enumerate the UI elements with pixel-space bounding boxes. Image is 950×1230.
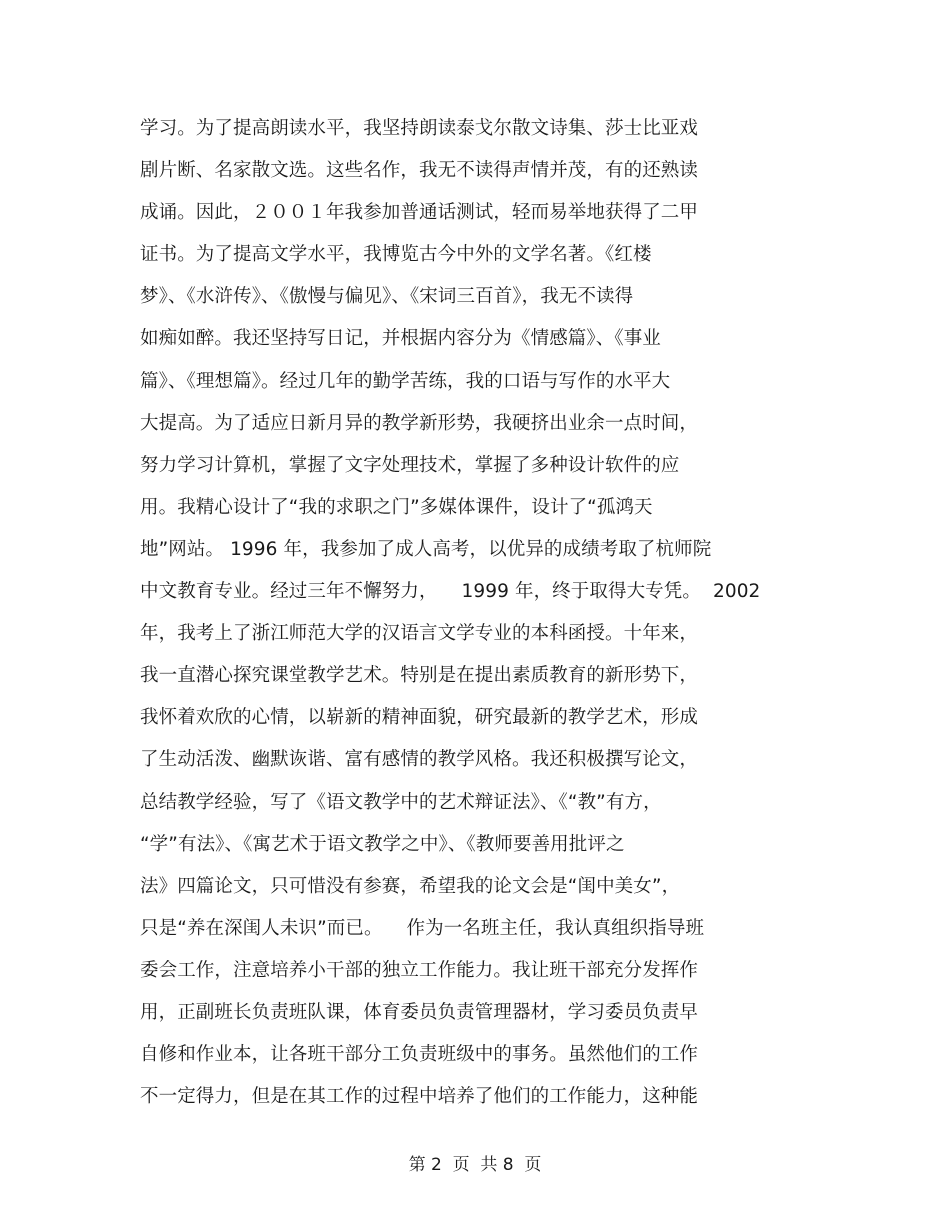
text-line: 用，正副班长负责班队课，体育委员负责管理器材，学习委员负责早 [140, 1001, 699, 1023]
text-line: 自修和作业本，让各班干部分工负责班级中的事务。虽然他们的工作 [140, 1044, 699, 1066]
text-line: 法》四篇论文，只可惜没有参赛，希望我的论文会是“闺中美女”， [140, 875, 681, 897]
text-line: 篇》、《理想篇》。经过几年的勤学苦练，我的口语与写作的水平大 [140, 370, 671, 392]
text-line: 大提高。为了适应日新月异的教学新形势，我硬挤出业余一点时间， [140, 412, 699, 434]
text-line: 证书。为了提高文学水平，我博览古今中外的文学名著。《红楼 [140, 244, 652, 266]
text-line: 不一定得力，但是在其工作的过程中培养了他们的工作能力，这种能 [140, 1086, 699, 1108]
text-line: “学”有法》、《寓艺术于语文教学之中》、《教师要善用批评之 [140, 833, 625, 855]
text-line: 梦》、《水浒传》、《傲慢与偏见》、《宋词三百首》，我无不读得 [140, 286, 634, 308]
text-line: 只是“养在深闺人未识”而已。 作为一名班主任，我认真组织指导班 [140, 917, 705, 939]
text-line: 年，我考上了浙江师范大学的汉语言文学专业的本科函授。十年来， [140, 623, 699, 645]
text-line: 成诵。因此，２００１年我参加普通话测试，轻而易举地获得了二甲 [140, 202, 699, 224]
text-line: 总结教学经验，写了《语文教学中的艺术辩证法》、《“教”有方， [140, 791, 662, 813]
text-line: 学习。为了提高朗读水平，我坚持朗读泰戈尔散文诗集、莎士比亚戏 [140, 118, 699, 139]
text-line: 我一直潜心探究课堂教学艺术。特别是在提出素质教育的新形势下， [140, 665, 699, 687]
text-line: 我怀着欢欣的心情，以崭新的精神面貌，研究最新的教学艺术，形成 [140, 707, 699, 729]
text-line: 中文教育专业。经过三年不懈努力， 1999 年，终于取得大专凭。 2002 [140, 581, 761, 603]
text-line: 了生动活泼、幽默诙谐、富有感情的教学风格。我还积极撰写论文， [140, 749, 699, 771]
text-line: 用。我精心设计了“我的求职之门”多媒体课件，设计了“孤鸿天 [140, 496, 653, 518]
text-line: 地”网站。 1996 年，我参加了成人高考，以优异的成绩考取了杭师院 [140, 538, 712, 560]
body-text [140, 108, 840, 1118]
page-number-footer: 第 2 页 共 8 页 [408, 1155, 542, 1175]
text-line: 剧片断、名家散文选。这些名作，我无不读得声情并茂，有的还熟读 [140, 160, 699, 182]
text-line: 委会工作，注意培养小干部的独立工作能力。我让班干部充分发挥作 [140, 959, 699, 981]
text-line: 努力学习计算机，掌握了文字处理技术，掌握了多种设计软件的应 [140, 454, 680, 476]
text-line: 如痴如醉。我还坚持写日记，并根据内容分为《情感篇》、《事业 [140, 328, 661, 350]
